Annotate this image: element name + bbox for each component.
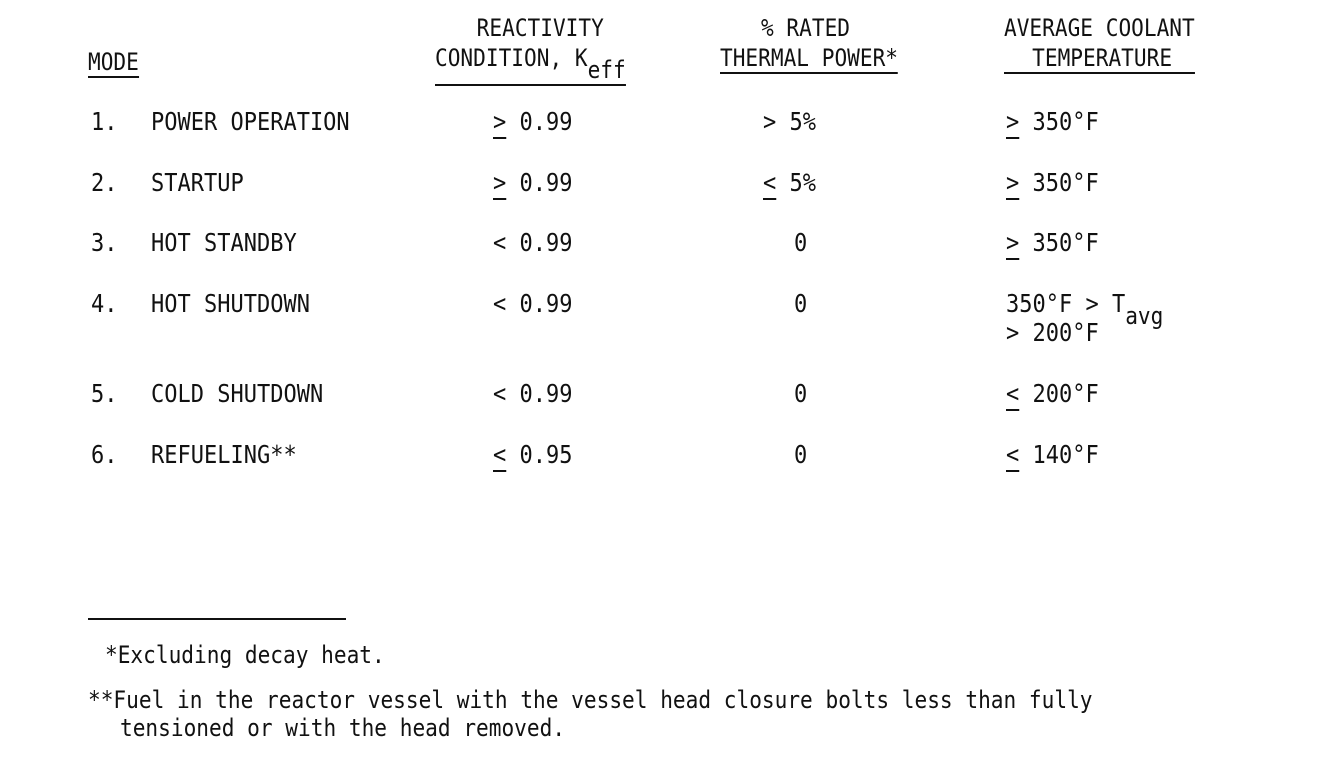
temp-value: 140°F: [1019, 440, 1099, 469]
keff-value: 0.99: [506, 107, 573, 136]
row-mode: POWER OPERATION: [151, 107, 350, 136]
temp-header-line2: TEMPERATURE: [1004, 44, 1195, 74]
le-symbol: <: [1006, 440, 1020, 469]
tavg-subscript: avg: [1125, 302, 1164, 330]
ge-symbol: >: [1006, 228, 1020, 257]
row-power: [763, 168, 816, 198]
row-keff: < 0.99: [493, 289, 573, 318]
ge-symbol: >: [1006, 168, 1020, 197]
keff-subscript: eff: [587, 56, 626, 84]
row-keff: [493, 440, 572, 470]
ge-symbol: >: [493, 107, 507, 136]
row-mode: HOT SHUTDOWN: [151, 289, 310, 318]
power-header-line1: % RATED: [761, 14, 851, 42]
temp-header-line1: AVERAGE COOLANT: [1004, 14, 1195, 42]
row-number: 6.: [91, 440, 118, 469]
row-number: 1.: [91, 107, 118, 136]
mode-header: MODE: [88, 48, 139, 76]
row-temp: [1006, 228, 1099, 258]
row-number: 4.: [91, 289, 118, 318]
keff-value: 0.95: [506, 440, 573, 469]
reactivity-header-line1: REACTIVITY: [476, 14, 604, 42]
row-power: 0: [794, 440, 808, 469]
row-mode: COLD SHUTDOWN: [151, 379, 324, 408]
temp-value: 350°F: [1019, 228, 1099, 257]
temp-value: 350°F: [1019, 107, 1099, 136]
row-number: 2.: [91, 168, 118, 197]
row-mode: REFUELING**: [151, 440, 297, 469]
temp-value: 350°F > T: [1006, 289, 1126, 318]
ge-symbol: >: [1006, 107, 1020, 136]
row-keff: [493, 107, 572, 137]
footnote-rule: [88, 618, 346, 620]
footnote-1: *Excluding decay heat.: [105, 641, 385, 669]
row-keff: < 0.99: [493, 379, 573, 408]
row-temp: [1006, 168, 1099, 198]
row-power: 0: [794, 379, 808, 408]
reactivity-header-line2: [435, 44, 626, 86]
row-power: 0: [794, 228, 808, 257]
keff-value: 0.99: [506, 168, 573, 197]
temp-value: 200°F: [1019, 379, 1099, 408]
row-power: 0: [794, 289, 808, 318]
row-temp: [1006, 379, 1099, 409]
power-value: 5%: [776, 168, 816, 197]
footnote-2-line2: tensioned or with the head removed.: [120, 714, 566, 742]
row-number: 5.: [91, 379, 118, 408]
power-header-line2: THERMAL POWER*: [720, 44, 899, 72]
row-keff: < 0.99: [493, 228, 573, 257]
row-mode: STARTUP: [151, 168, 244, 197]
le-symbol: <: [1006, 379, 1020, 408]
reactivity-label: CONDITION, K: [435, 44, 588, 72]
row-number: 3.: [91, 228, 118, 257]
row-mode: HOT STANDBY: [151, 228, 297, 257]
le-symbol: <: [493, 440, 507, 469]
row-temp: [1006, 440, 1099, 470]
row-keff: [493, 168, 572, 198]
temp-value: 350°F: [1019, 168, 1099, 197]
ge-symbol: >: [493, 168, 507, 197]
le-symbol: <: [763, 168, 777, 197]
row-temp: [1006, 107, 1099, 137]
footnote-2-line1: **Fuel in the reactor vessel with the vessel head closure bolts less than fully: [88, 686, 1093, 714]
row-temp-line2: > 200°F: [1006, 318, 1099, 347]
row-power: > 5%: [763, 107, 816, 136]
